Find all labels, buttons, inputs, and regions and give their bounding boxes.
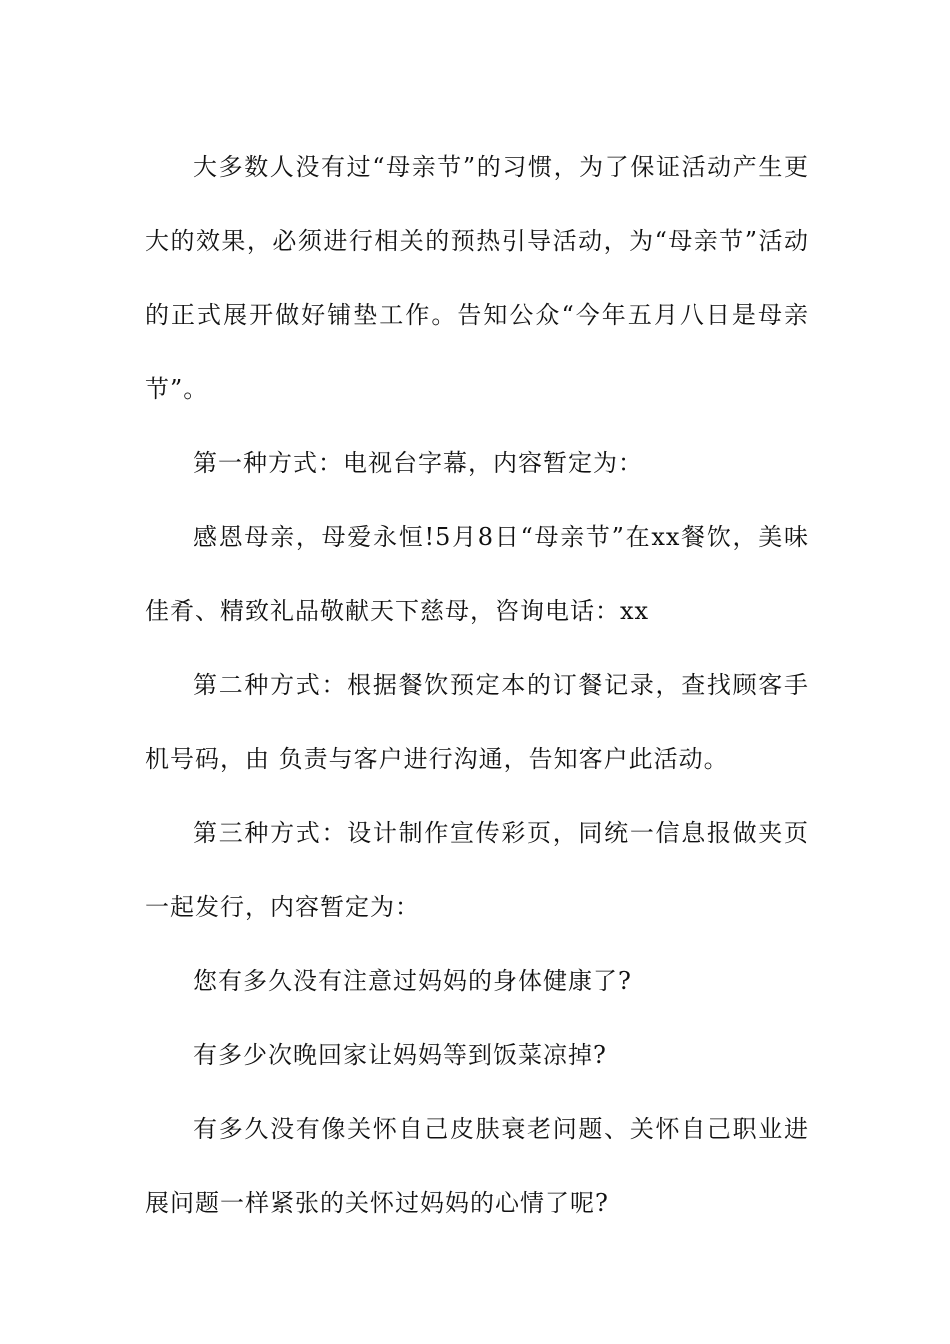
paragraph-method-two: 第二种方式：根据餐饮预定本的订餐记录，查找顾客手机号码，由 负责与客户进行沟通，告知客户此活动。 — [145, 671, 809, 773]
paragraph-question-health: 您有多久没有注意过妈妈的身体健康了? — [193, 967, 632, 995]
document-body — [145, 130, 809, 1240]
paragraph-method-three: 第三种方式：设计制作宣传彩页，同统一信息报做夹页一起发行，内容暂定为： — [145, 819, 809, 921]
paragraph-question-care: 有多久没有像关怀自己皮肤衰老问题、关怀自己职业进展问题一样紧张的关怀过妈妈的心情了呢? — [145, 1115, 809, 1217]
paragraph-tv-caption: 感恩母亲，母爱永恒!5月8日“母亲节”在xx餐饮，美味佳肴、精致礼品敬献天下慈母，咨询电话：xx — [145, 523, 809, 625]
paragraph-warmup-intro: 大多数人没有过“母亲节”的习惯，为了保证活动产生更大的效果，必须进行相关的预热引导活动，为“母亲节”活动的正式展开做好铺垫工作。告知公众“今年五月八日是母亲节”。 — [145, 153, 809, 403]
paragraph-question-dinner: 有多少次晚回家让妈妈等到饭菜凉掉? — [193, 1041, 607, 1069]
paragraph-method-one: 第一种方式：电视台字幕，内容暂定为： — [193, 449, 643, 477]
